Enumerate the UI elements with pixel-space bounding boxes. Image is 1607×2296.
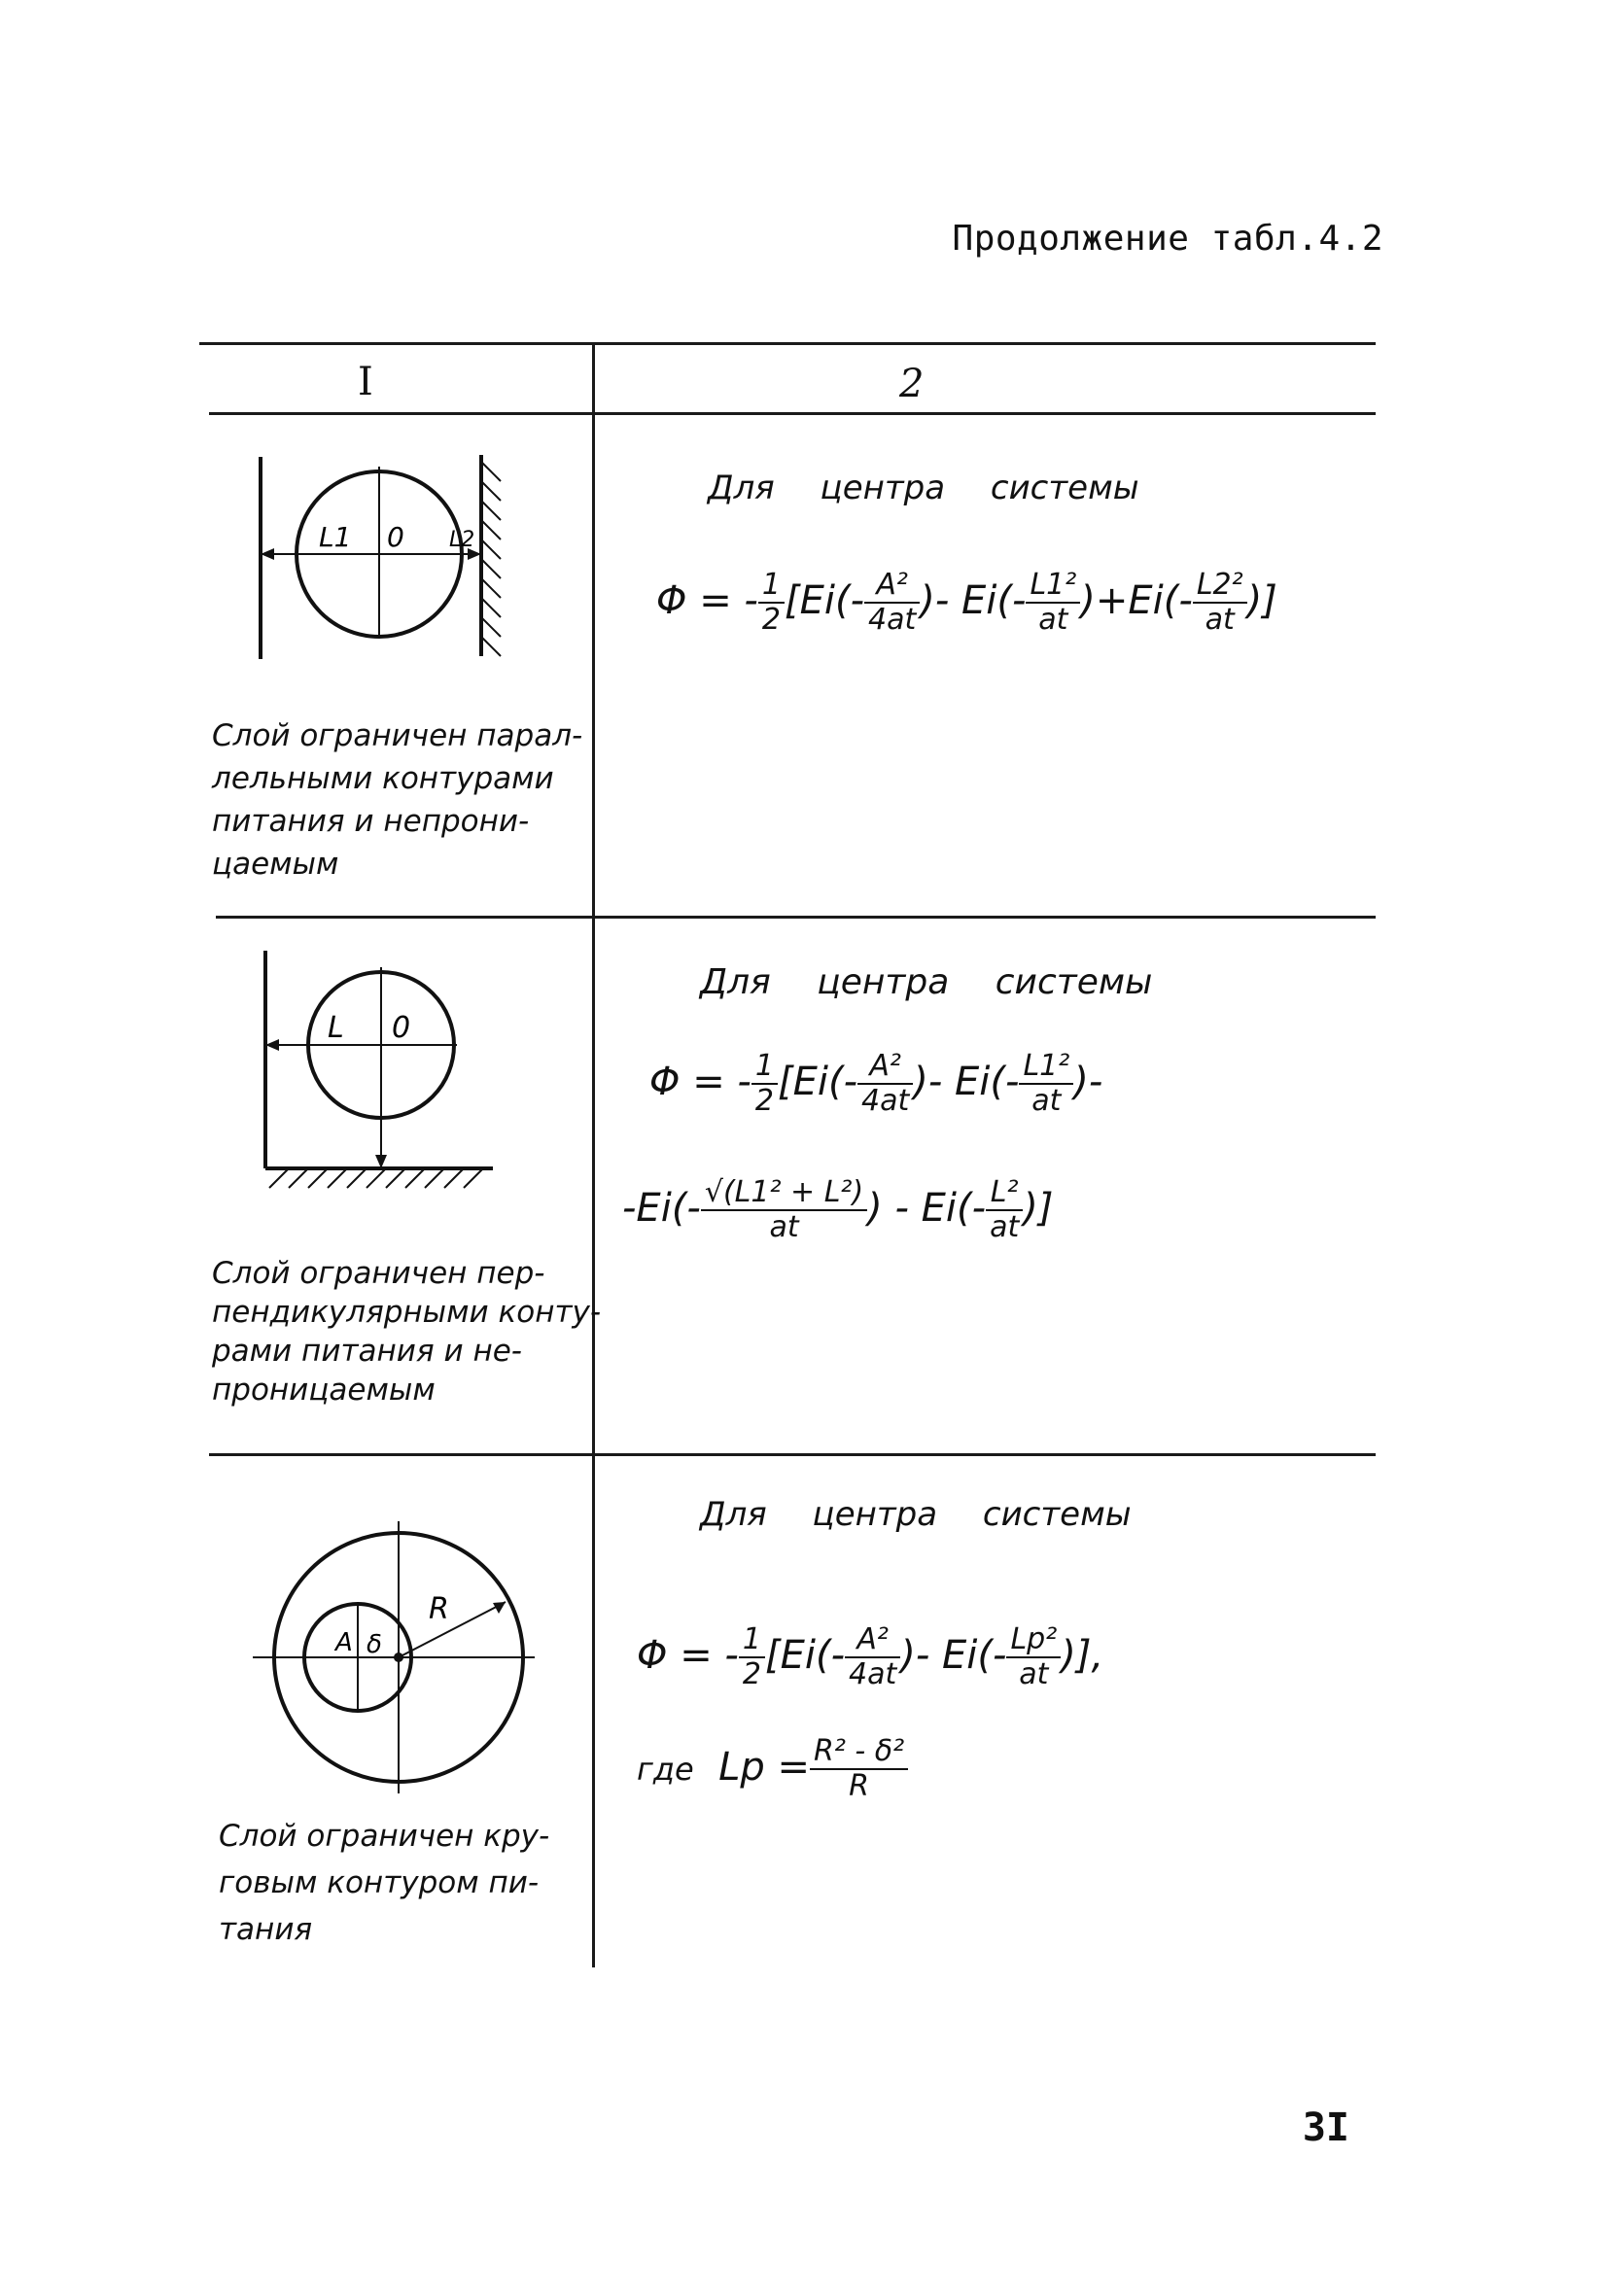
caption-line: проницаемым [212,1373,436,1408]
row2-title: Для центра системы [700,962,1153,1002]
column-header-2: 2 [899,362,925,406]
center-point [394,1652,403,1662]
row1-diagram [233,447,525,680]
caption-line: лельными контурами [212,761,554,796]
row3-where: где Lp = $\frac{\text{R² - δ²}}{R}$ [637,1735,908,1803]
right-hatching [481,462,501,656]
row-divider-2 [209,1453,1376,1456]
caption-line: тания [219,1912,313,1947]
caption-line: пендикулярными конту- [212,1295,602,1330]
row2-formula-line1: Φ = - $\frac{1}{2}$ [Ei(- $\frac{\text{A²}}{4at}$ )- Ei(- $\frac{\text{L1²}}{at}$ )- [649,1049,1103,1118]
caption-line: рами питания и не- [212,1334,522,1369]
row1-caption [212,714,615,886]
row1-formula: Φ = - $\frac{1}{2}$ [Ei(- $\frac{\text{A²}}{4at}$ )- Ei(- $\frac{\text{L1²}}{at}$ )+Ei(- $\frac{\text{L2²}}{at}$ )] [656,568,1277,637]
continuation-label: Продолжение табл.4.2 [952,219,1383,259]
row-divider-1 [216,916,1376,919]
row3-formula: Φ = - $\frac{1}{2}$ [Ei(- $\frac{\text{A²}}{4at}$ )- Ei(- $\frac{\text{Lp²}}{at}$ )], [637,1622,1104,1691]
radius-line [399,1602,506,1657]
caption-line: цаемым [212,847,339,882]
column-divider [592,342,595,1967]
caption-line: Слой ограничен пер- [212,1256,545,1291]
label-l2: L2 [449,528,475,552]
bottom-hatching [269,1168,483,1188]
row2-formula-line2: -Ei(- $\frac{\text{√(L1² + L²)}}{at}$ ) - Ei(- $\frac{\text{L²}}{at}$ )] [622,1175,1054,1244]
row1-title: Для центра системы [708,469,1139,507]
row3-diagram [248,1516,540,1808]
where-word: где [637,1751,694,1788]
caption-line: Слой ограничен кру- [219,1819,550,1854]
label-a: A [335,1628,353,1657]
label-r: R [429,1592,449,1626]
label-l1: L1 [319,521,352,553]
header-bottom-border [209,412,1376,415]
row3-title: Для центра системы [700,1495,1132,1534]
caption-line: питания и непрони- [212,804,530,839]
arrow-down [375,1155,387,1168]
table-top-border [199,342,1376,345]
page-number: 3I [1302,2105,1349,2150]
row2-diagram [248,943,510,1196]
label-center: 0 [392,1011,411,1045]
row3-caption [219,1813,622,1953]
caption-line: Слой ограничен парал- [212,718,583,753]
arrow-left [265,1039,279,1051]
caption-line: говым контуром пи- [219,1865,540,1900]
column-header-1: I [358,360,373,404]
arrow-left [261,548,274,560]
label-center: 0 [387,521,404,553]
label-l: L [328,1011,344,1045]
row2-caption [212,1254,615,1409]
label-delta: δ [367,1630,382,1659]
